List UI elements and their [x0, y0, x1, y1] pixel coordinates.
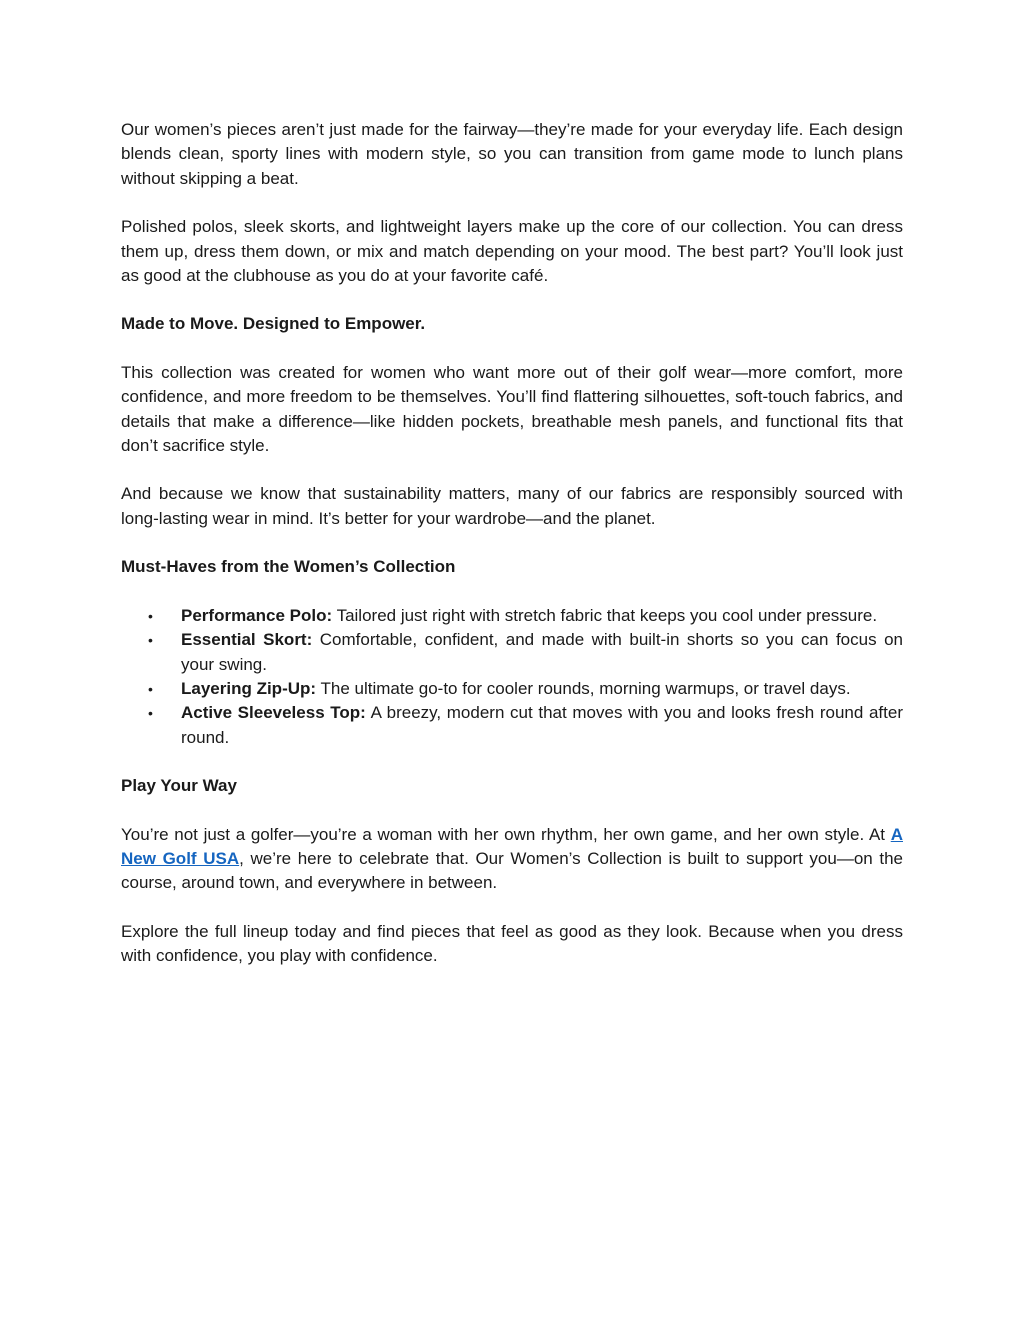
brand-link[interactable]: A New Golf USA: [121, 824, 903, 868]
bullet-icon: •: [148, 705, 153, 722]
document-page: [121, 118, 903, 993]
item-text: A breezy, modern cut that moves with you and looks fresh round after round.: [181, 703, 903, 747]
item-title: Performance Polo:: [181, 605, 333, 625]
list-item: [121, 701, 903, 750]
item-text: Comfortable, confident, and made with built-in shorts so you can focus on your swing.: [181, 630, 903, 674]
bullet-icon: •: [148, 632, 153, 649]
intro-paragraph: Our women’s pieces aren’t just made for the fairway—they’re made for your everyday life. Each design blends clean, sporty lines with modern style, so you can transition from game mode to lunch plans without skipping a beat.: [121, 120, 903, 188]
list-item: [121, 628, 903, 677]
list-item: [121, 604, 903, 628]
closing-paragraph: Explore the full lineup today and find pieces that feel as good as they look. Because when you dress with confidence, you play with confidence.: [121, 921, 903, 966]
bullet-icon: •: [148, 680, 153, 697]
body-paragraph: And because we know that sustainability matters, many of our fabrics are responsibly sourced with long-lasting wear in mind. It’s better for your wardrobe—and the planet.: [121, 484, 903, 528]
closing-paragraph: [121, 823, 903, 896]
section-heading: Must-Haves from the Women’s Collection: [121, 557, 456, 577]
item-text: The ultimate go-to for cooler rounds, morning warmups, or travel days.: [316, 678, 851, 698]
item-title: Essential Skort:: [181, 630, 313, 650]
item-text: Tailored just right with stretch fabric that keeps you cool under pressure.: [332, 605, 878, 625]
bullet-icon: •: [148, 607, 153, 624]
section-heading: Play Your Way: [121, 776, 237, 796]
section-heading: Made to Move. Designed to Empower.: [121, 314, 426, 334]
item-title: Layering Zip-Up:: [181, 678, 317, 698]
intro-paragraph: Polished polos, sleek skorts, and lightweight layers make up the core of our collection. You can dress them up, dress them down, or mix and match depending on your mood. The best part? You’ll look just as good at the clubhouse as you do at your favorite café.: [121, 217, 903, 286]
paragraph-text: , we’re here to celebrate that. Our Women’s Collection is built to support you—on the course, around town, and everywhere in between.: [121, 848, 903, 893]
list-item: [121, 677, 903, 701]
item-title: Active Sleeveless Top:: [181, 703, 366, 723]
paragraph-text: You’re not just a golfer—you’re a woman with her own rhythm, her own game, and her own style. At: [121, 824, 891, 844]
body-paragraph: This collection was created for women who want more out of their golf wear—more comfort, more confidence, and more freedom to be themselves. You’ll find flattering silhouettes, soft-touch fabrics, and details that make a difference—like hidden pockets, breathable mesh panels, and functional fits that don’t sacrifice style.: [121, 362, 903, 456]
must-haves-list: [121, 604, 903, 750]
